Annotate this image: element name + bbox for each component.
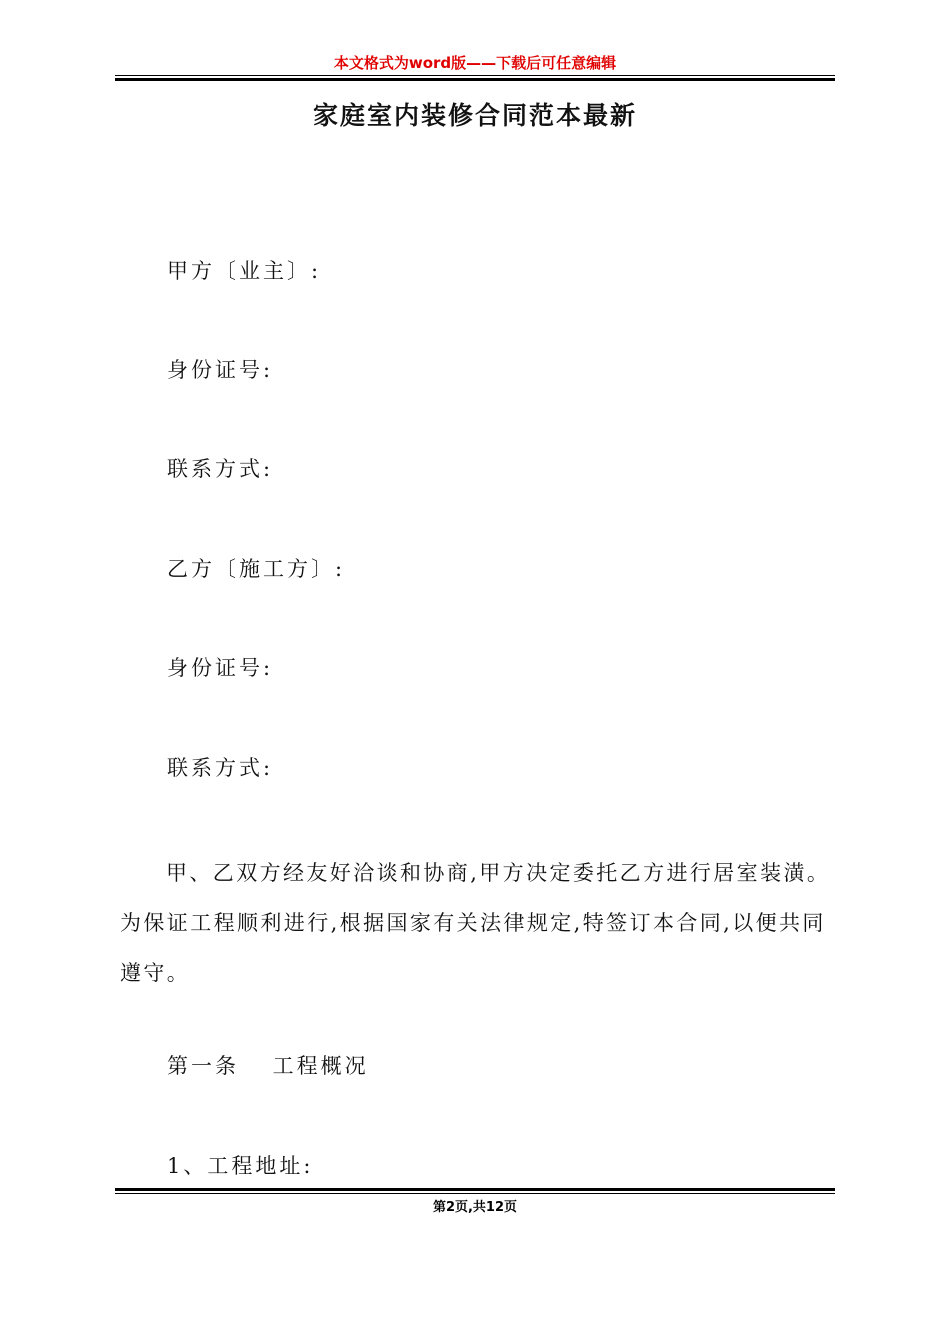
party-a-contact-label: 联系方式:: [167, 457, 274, 481]
header-rule-thin: [115, 75, 835, 76]
document-title: 家庭室内装修合同范本最新: [312, 101, 637, 130]
party-a-label: 甲方〔业主〕:: [167, 259, 322, 283]
footer-rule-thin: [115, 1193, 835, 1194]
party-a-id-label: 身份证号:: [167, 358, 274, 382]
header-rule-thick: [115, 78, 835, 81]
footer-rule-thick: [115, 1188, 835, 1191]
party-b-id-label: 身份证号:: [167, 656, 274, 680]
party-b-label: 乙方〔施工方〕:: [167, 557, 346, 581]
party-b-contact-label: 联系方式:: [167, 756, 274, 780]
intro-paragraph: 甲、乙双方经友好洽谈和协商,甲方决定委托乙方进行居室装潢。为保证工程顺利进行,根据国家有关法律规定,特签订本合同,以便共同遵守。: [120, 861, 831, 985]
download-banner: 本文格式为word版——下载后可任意编辑: [333, 54, 617, 72]
item-1-label: 1、工程地址:: [167, 1154, 314, 1178]
page-indicator: 第2页,共12页: [432, 1200, 518, 1215]
article-1-heading: 第一条 工程概况: [167, 1054, 369, 1078]
